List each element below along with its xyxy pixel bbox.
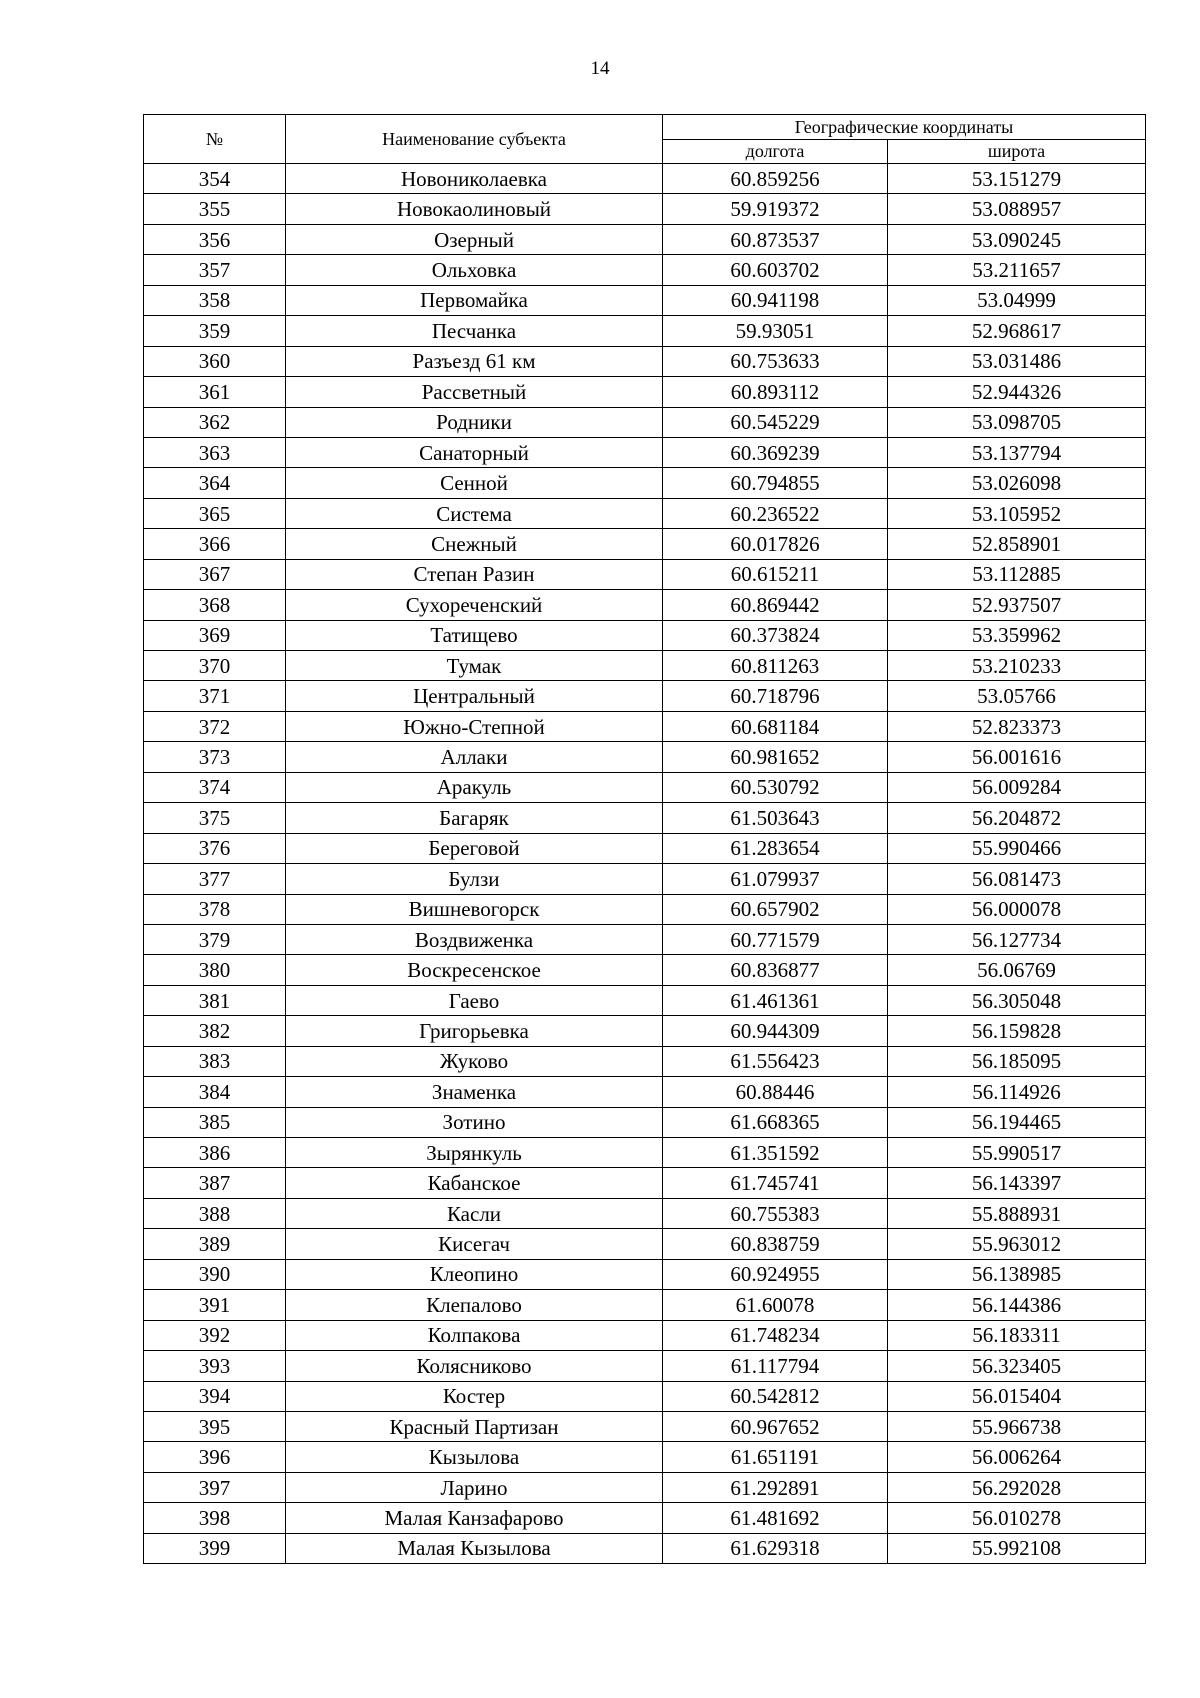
cell-number: 382 xyxy=(144,1016,286,1046)
cell-name: Зотино xyxy=(286,1107,663,1137)
cell-name: Снежный xyxy=(286,529,663,559)
cell-longitude: 60.718796 xyxy=(663,681,888,711)
table-row xyxy=(144,833,1146,863)
cell-number: 364 xyxy=(144,468,286,498)
table-row xyxy=(144,681,1146,711)
cell-latitude: 55.992108 xyxy=(888,1533,1146,1563)
cell-number: 371 xyxy=(144,681,286,711)
cell-name: Система xyxy=(286,498,663,528)
cell-latitude: 53.359962 xyxy=(888,620,1146,650)
cell-name: Татищево xyxy=(286,620,663,650)
cell-latitude: 56.006264 xyxy=(888,1442,1146,1472)
cell-number: 367 xyxy=(144,559,286,589)
table-row xyxy=(144,1077,1146,1107)
cell-longitude: 60.017826 xyxy=(663,529,888,559)
header-number: № xyxy=(144,115,286,164)
cell-longitude: 60.755383 xyxy=(663,1198,888,1228)
cell-number: 375 xyxy=(144,803,286,833)
cell-longitude: 60.88446 xyxy=(663,1077,888,1107)
cell-name: Костер xyxy=(286,1381,663,1411)
cell-name: Песчанка xyxy=(286,316,663,346)
cell-number: 363 xyxy=(144,437,286,467)
cell-longitude: 61.748234 xyxy=(663,1320,888,1350)
cell-longitude: 60.893112 xyxy=(663,377,888,407)
cell-longitude: 60.615211 xyxy=(663,559,888,589)
table-row xyxy=(144,1320,1146,1350)
cell-longitude: 60.967652 xyxy=(663,1411,888,1441)
cell-latitude: 56.000078 xyxy=(888,894,1146,924)
cell-name: Южно-Степной xyxy=(286,711,663,741)
cell-longitude: 60.681184 xyxy=(663,711,888,741)
cell-latitude: 55.966738 xyxy=(888,1411,1146,1441)
cell-name: Тумак xyxy=(286,651,663,681)
cell-latitude: 52.823373 xyxy=(888,711,1146,741)
cell-latitude: 52.937507 xyxy=(888,590,1146,620)
cell-longitude: 59.93051 xyxy=(663,316,888,346)
table-row xyxy=(144,1016,1146,1046)
table-row xyxy=(144,1533,1146,1563)
cell-latitude: 52.968617 xyxy=(888,316,1146,346)
cell-number: 359 xyxy=(144,316,286,346)
cell-latitude: 53.105952 xyxy=(888,498,1146,528)
cell-number: 358 xyxy=(144,285,286,315)
cell-longitude: 61.556423 xyxy=(663,1046,888,1076)
cell-latitude: 53.04999 xyxy=(888,285,1146,315)
cell-latitude: 53.112885 xyxy=(888,559,1146,589)
cell-latitude: 56.138985 xyxy=(888,1259,1146,1289)
table-row xyxy=(144,651,1146,681)
cell-name: Жуково xyxy=(286,1046,663,1076)
cell-longitude: 61.651191 xyxy=(663,1442,888,1472)
table-row xyxy=(144,437,1146,467)
cell-name: Первомайка xyxy=(286,285,663,315)
cell-latitude: 56.143397 xyxy=(888,1168,1146,1198)
cell-latitude: 56.323405 xyxy=(888,1351,1146,1381)
table-row xyxy=(144,194,1146,224)
cell-number: 369 xyxy=(144,620,286,650)
cell-name: Аракуль xyxy=(286,772,663,802)
cell-latitude: 53.05766 xyxy=(888,681,1146,711)
table-row xyxy=(144,316,1146,346)
cell-latitude: 56.292028 xyxy=(888,1472,1146,1502)
cell-longitude: 60.753633 xyxy=(663,346,888,376)
cell-latitude: 56.185095 xyxy=(888,1046,1146,1076)
cell-latitude: 53.026098 xyxy=(888,468,1146,498)
cell-latitude: 56.009284 xyxy=(888,772,1146,802)
cell-longitude: 60.771579 xyxy=(663,924,888,954)
cell-longitude: 61.079937 xyxy=(663,864,888,894)
cell-name: Малая Кызылова xyxy=(286,1533,663,1563)
cell-longitude: 61.629318 xyxy=(663,1533,888,1563)
table-row xyxy=(144,377,1146,407)
cell-number: 379 xyxy=(144,924,286,954)
cell-longitude: 60.873537 xyxy=(663,224,888,254)
cell-name: Колясниково xyxy=(286,1351,663,1381)
cell-latitude: 55.888931 xyxy=(888,1198,1146,1228)
cell-name: Воскресенское xyxy=(286,955,663,985)
cell-longitude: 60.836877 xyxy=(663,955,888,985)
cell-latitude: 53.211657 xyxy=(888,255,1146,285)
cell-number: 386 xyxy=(144,1138,286,1168)
cell-name: Булзи xyxy=(286,864,663,894)
cell-longitude: 60.236522 xyxy=(663,498,888,528)
cell-longitude: 61.668365 xyxy=(663,1107,888,1137)
cell-number: 380 xyxy=(144,955,286,985)
cell-name: Рассветный xyxy=(286,377,663,407)
table-row xyxy=(144,1259,1146,1289)
cell-name: Сенной xyxy=(286,468,663,498)
cell-number: 366 xyxy=(144,529,286,559)
cell-name: Новокаолиновый xyxy=(286,194,663,224)
cell-number: 396 xyxy=(144,1442,286,1472)
cell-latitude: 56.114926 xyxy=(888,1077,1146,1107)
cell-longitude: 60.944309 xyxy=(663,1016,888,1046)
cell-number: 357 xyxy=(144,255,286,285)
cell-latitude: 56.305048 xyxy=(888,985,1146,1015)
cell-latitude: 53.210233 xyxy=(888,651,1146,681)
table-row xyxy=(144,711,1146,741)
cell-longitude: 61.503643 xyxy=(663,803,888,833)
cell-number: 389 xyxy=(144,1229,286,1259)
cell-longitude: 61.461361 xyxy=(663,985,888,1015)
cell-name: Аллаки xyxy=(286,742,663,772)
cell-longitude: 60.373824 xyxy=(663,620,888,650)
header-latitude: широта xyxy=(888,140,1146,164)
cell-longitude: 60.542812 xyxy=(663,1381,888,1411)
cell-name: Зырянкуль xyxy=(286,1138,663,1168)
cell-longitude: 61.481692 xyxy=(663,1503,888,1533)
cell-longitude: 60.859256 xyxy=(663,164,888,194)
cell-latitude: 56.010278 xyxy=(888,1503,1146,1533)
cell-number: 373 xyxy=(144,742,286,772)
table-row xyxy=(144,1472,1146,1502)
table-row xyxy=(144,407,1146,437)
cell-longitude: 60.869442 xyxy=(663,590,888,620)
cell-longitude: 60.811263 xyxy=(663,651,888,681)
cell-number: 372 xyxy=(144,711,286,741)
cell-latitude: 53.137794 xyxy=(888,437,1146,467)
header-coords-group: Географические координаты xyxy=(663,115,1146,140)
table-header xyxy=(144,115,1146,164)
cell-name: Кисегач xyxy=(286,1229,663,1259)
header-longitude: долгота xyxy=(663,140,888,164)
cell-name: Ольховка xyxy=(286,255,663,285)
table-row xyxy=(144,1381,1146,1411)
cell-latitude: 56.204872 xyxy=(888,803,1146,833)
table-row xyxy=(144,468,1146,498)
table-row xyxy=(144,955,1146,985)
cell-longitude: 60.941198 xyxy=(663,285,888,315)
cell-name: Центральный xyxy=(286,681,663,711)
cell-number: 370 xyxy=(144,651,286,681)
cell-name: Озерный xyxy=(286,224,663,254)
table-row xyxy=(144,1351,1146,1381)
cell-latitude: 55.963012 xyxy=(888,1229,1146,1259)
cell-number: 394 xyxy=(144,1381,286,1411)
cell-name: Новониколаевка xyxy=(286,164,663,194)
cell-number: 378 xyxy=(144,894,286,924)
cell-name: Клепалово xyxy=(286,1290,663,1320)
cell-latitude: 56.194465 xyxy=(888,1107,1146,1137)
cell-name: Сухореченский xyxy=(286,590,663,620)
cell-latitude: 56.144386 xyxy=(888,1290,1146,1320)
table-row xyxy=(144,772,1146,802)
cell-number: 361 xyxy=(144,377,286,407)
cell-longitude: 61.351592 xyxy=(663,1138,888,1168)
cell-number: 383 xyxy=(144,1046,286,1076)
cell-name: Санаторный xyxy=(286,437,663,467)
cell-number: 384 xyxy=(144,1077,286,1107)
cell-latitude: 53.090245 xyxy=(888,224,1146,254)
cell-longitude: 60.981652 xyxy=(663,742,888,772)
cell-latitude: 53.098705 xyxy=(888,407,1146,437)
cell-number: 360 xyxy=(144,346,286,376)
table-row xyxy=(144,1107,1146,1137)
cell-longitude: 61.745741 xyxy=(663,1168,888,1198)
cell-name: Кабанское xyxy=(286,1168,663,1198)
cell-longitude: 61.292891 xyxy=(663,1472,888,1502)
cell-longitude: 60.369239 xyxy=(663,437,888,467)
cell-latitude: 53.031486 xyxy=(888,346,1146,376)
table-row xyxy=(144,529,1146,559)
cell-name: Степан Разин xyxy=(286,559,663,589)
cell-latitude: 56.06769 xyxy=(888,955,1146,985)
cell-latitude: 56.183311 xyxy=(888,1320,1146,1350)
table-row xyxy=(144,1046,1146,1076)
cell-latitude: 56.127734 xyxy=(888,924,1146,954)
cell-latitude: 56.081473 xyxy=(888,864,1146,894)
cell-latitude: 56.159828 xyxy=(888,1016,1146,1046)
cell-number: 362 xyxy=(144,407,286,437)
table-row xyxy=(144,1138,1146,1168)
table-row xyxy=(144,1229,1146,1259)
cell-name: Кызылова xyxy=(286,1442,663,1472)
header-name: Наименование субъекта xyxy=(286,115,663,164)
page-number: 14 xyxy=(590,58,610,79)
cell-name: Колпакова xyxy=(286,1320,663,1350)
cell-latitude: 56.001616 xyxy=(888,742,1146,772)
cell-number: 391 xyxy=(144,1290,286,1320)
table-row xyxy=(144,894,1146,924)
table-row xyxy=(144,498,1146,528)
cell-name: Гаево xyxy=(286,985,663,1015)
table-body xyxy=(144,164,1146,1564)
cell-name: Ларино xyxy=(286,1472,663,1502)
table-row xyxy=(144,1442,1146,1472)
cell-number: 388 xyxy=(144,1198,286,1228)
table-row xyxy=(144,559,1146,589)
table-row xyxy=(144,285,1146,315)
cell-name: Красный Партизан xyxy=(286,1411,663,1441)
table-row xyxy=(144,742,1146,772)
cell-number: 374 xyxy=(144,772,286,802)
cell-latitude: 55.990466 xyxy=(888,833,1146,863)
cell-number: 368 xyxy=(144,590,286,620)
cell-name: Воздвиженка xyxy=(286,924,663,954)
cell-number: 376 xyxy=(144,833,286,863)
coordinates-table xyxy=(143,114,1146,1564)
cell-number: 381 xyxy=(144,985,286,1015)
cell-number: 387 xyxy=(144,1168,286,1198)
cell-name: Багаряк xyxy=(286,803,663,833)
table-row xyxy=(144,864,1146,894)
cell-number: 385 xyxy=(144,1107,286,1137)
cell-name: Клеопино xyxy=(286,1259,663,1289)
cell-longitude: 60.924955 xyxy=(663,1259,888,1289)
cell-number: 393 xyxy=(144,1351,286,1381)
cell-number: 399 xyxy=(144,1533,286,1563)
cell-longitude: 59.919372 xyxy=(663,194,888,224)
cell-longitude: 60.838759 xyxy=(663,1229,888,1259)
table-row xyxy=(144,1503,1146,1533)
cell-longitude: 61.117794 xyxy=(663,1351,888,1381)
cell-number: 354 xyxy=(144,164,286,194)
table-row xyxy=(144,985,1146,1015)
cell-number: 397 xyxy=(144,1472,286,1502)
cell-longitude: 61.283654 xyxy=(663,833,888,863)
cell-name: Григорьевка xyxy=(286,1016,663,1046)
cell-latitude: 53.151279 xyxy=(888,164,1146,194)
cell-number: 355 xyxy=(144,194,286,224)
cell-number: 365 xyxy=(144,498,286,528)
cell-name: Родники xyxy=(286,407,663,437)
cell-number: 390 xyxy=(144,1259,286,1289)
table-row xyxy=(144,590,1146,620)
cell-name: Вишневогорск xyxy=(286,894,663,924)
cell-latitude: 56.015404 xyxy=(888,1381,1146,1411)
table-row xyxy=(144,224,1146,254)
table-row xyxy=(144,1198,1146,1228)
cell-number: 392 xyxy=(144,1320,286,1350)
table-row xyxy=(144,803,1146,833)
cell-latitude: 55.990517 xyxy=(888,1138,1146,1168)
cell-name: Касли xyxy=(286,1198,663,1228)
cell-longitude: 60.545229 xyxy=(663,407,888,437)
table-row xyxy=(144,1411,1146,1441)
table-row xyxy=(144,1168,1146,1198)
cell-name: Знаменка xyxy=(286,1077,663,1107)
cell-name: Береговой xyxy=(286,833,663,863)
table-row xyxy=(144,346,1146,376)
cell-latitude: 52.858901 xyxy=(888,529,1146,559)
cell-longitude: 60.530792 xyxy=(663,772,888,802)
cell-name: Разъезд 61 км xyxy=(286,346,663,376)
cell-number: 356 xyxy=(144,224,286,254)
table-row xyxy=(144,924,1146,954)
cell-longitude: 60.794855 xyxy=(663,468,888,498)
cell-longitude: 60.603702 xyxy=(663,255,888,285)
table-row xyxy=(144,255,1146,285)
cell-latitude: 52.944326 xyxy=(888,377,1146,407)
cell-number: 377 xyxy=(144,864,286,894)
cell-number: 395 xyxy=(144,1411,286,1441)
cell-latitude: 53.088957 xyxy=(888,194,1146,224)
table-row xyxy=(144,620,1146,650)
table-row xyxy=(144,164,1146,194)
cell-number: 398 xyxy=(144,1503,286,1533)
cell-name: Малая Канзафарово xyxy=(286,1503,663,1533)
cell-longitude: 61.60078 xyxy=(663,1290,888,1320)
table-row xyxy=(144,1290,1146,1320)
cell-longitude: 60.657902 xyxy=(663,894,888,924)
